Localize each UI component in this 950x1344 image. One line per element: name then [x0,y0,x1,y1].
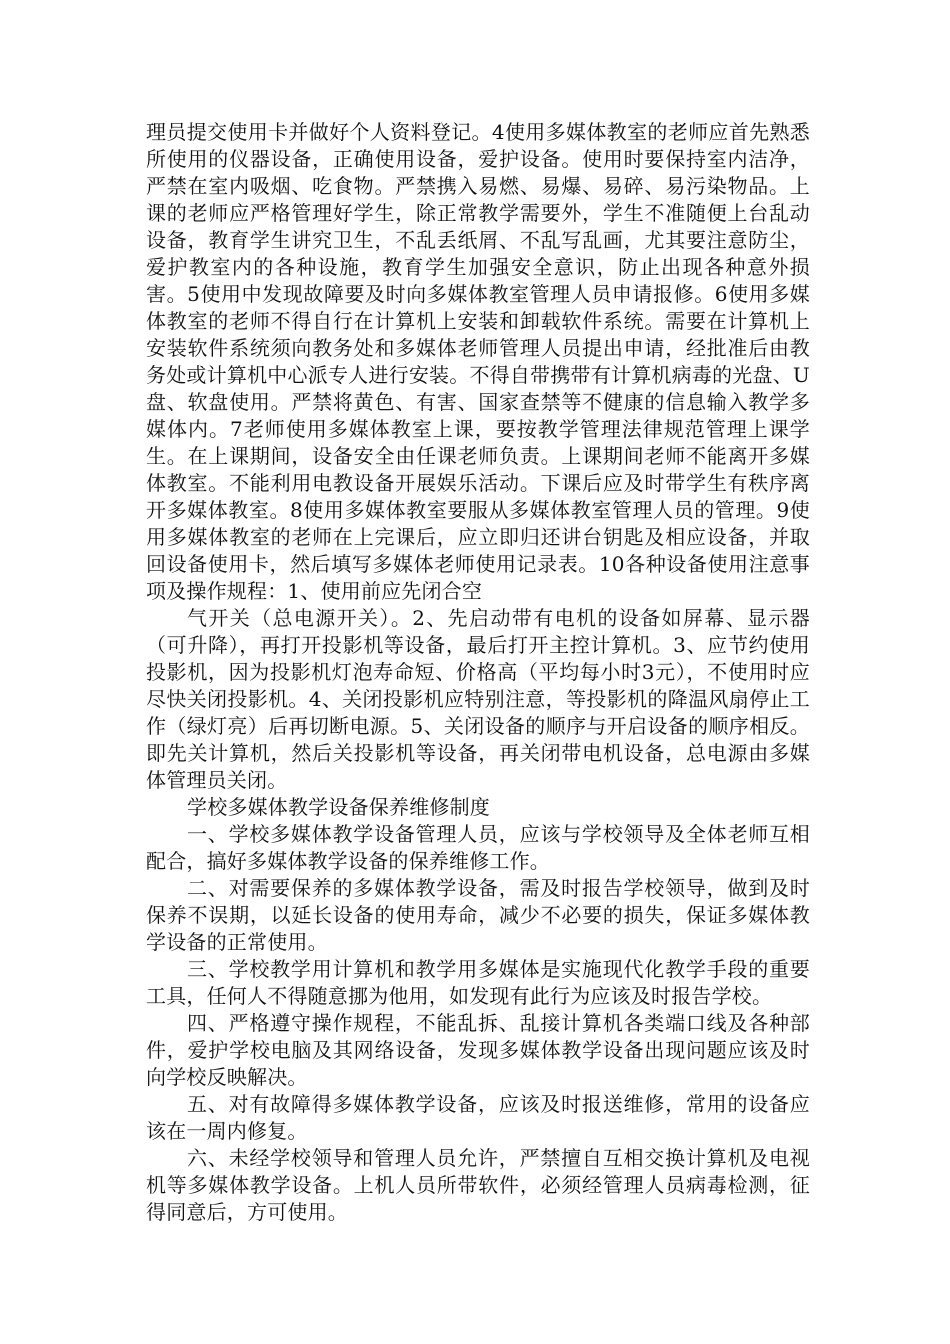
rule-paragraph-6: 六、未经学校领导和管理人员允许，严禁擅自互相交换计算机及电视机等多媒体教学设备。上机人员所带软件，必须经管理人员病毒检测，征得同意后，方可使用。 [146,1146,810,1224]
body-paragraph-2: 气开关（总电源开关）。2、先启动带有电机的设备如屏幕、显示器（可升降），再打开投影机等设备，最后打开主控计算机。3、应节约使用投影机，因为投影机灯泡寿命短、价格高（平均每小时3元），不使用时应尽快关闭投影机。4、关闭投影机应特别注意，等投影机的降温风扇停止工作（绿灯亮）后再切断电源。5、关闭设备的顺序与开启设备的顺序相反。即先关计算机，然后关投影机等设备，再关闭带电机设备，总电源由多媒体管理员关闭。 [146,606,810,792]
document-page [146,119,810,1226]
rule-paragraph-4: 四、严格遵守操作规程，不能乱拆、乱接计算机各类端口线及各种部件，爱护学校电脑及其网络设备，发现多媒体教学设备出现问题应该及时向学校反映解决。 [146,1011,810,1089]
body-paragraph-1: 理员提交使用卡并做好个人资料登记。4使用多媒体教室的老师应首先熟悉所使用的仪器设备，正确使用设备，爱护设备。使用时要保持室内洁净，严禁在室内吸烟、吃食物。严禁携入易燃、易爆、易碎、易污染物品。上课的老师应严格管理好学生，除正常教学需要外，学生不准随便上台乱动设备，教育学生讲究卫生，不乱丢纸屑、不乱写乱画，尤其要注意防尘，爱护教室内的各种设施，教育学生加强安全意识，防止出现各种意外损害。5使用中发现故障要及时向多媒体教室管理人员申请报修。6使用多媒体教室的老师不得自行在计算机上安装和卸载软件系统。需要在计算机上安装软件系统须向教务处和多媒体老师管理人员提出申请，经批准后由教务处或计算机中心派专人进行安装。不得自带携带有计算机病毒的光盘、U盘、软盘使用。严禁将黄色、有害、国家查禁等不健康的信息输入教学多媒体内。7老师使用多媒体教室上课，要按教学管理法律规范管理上课学生。在上课期间，设备安全由任课老师负责。上课期间老师不能离开多媒体教室。不能利用电教设备开展娱乐活动。下课后应及时带学生有秩序离开多媒体教室。8使用多媒体教室要服从多媒体教室管理人员的管理。9使用多媒体教室的老师在上完课后，应立即归还讲台钥匙及相应设备，并取回设备使用卡，然后填写多媒体老师使用记录表。10各种设备使用注意事项及操作规程：1、使用前应先闭合空 [146,120,810,603]
rule-paragraph-2: 二、对需要保养的多媒体教学设备，需及时报告学校领导，做到及时保养不误期，以延长设备的使用寿命，减少不必要的损失，保证多媒体教学设备的正常使用。 [146,876,810,954]
rule-paragraph-5: 五、对有故障得多媒体教学设备，应该及时报送维修，常用的设备应该在一周内修复。 [146,1092,810,1143]
rule-paragraph-1: 一、学校多媒体教学设备管理人员，应该与学校领导及全体老师互相配合，搞好多媒体教学设备的保养维修工作。 [146,822,810,873]
section-title: 学校多媒体教学设备保养维修制度 [187,795,490,819]
rule-paragraph-3: 三、学校教学用计算机和教学用多媒体是实施现代化教学手段的重要工具，任何人不得随意挪为他用，如发现有此行为应该及时报告学校。 [146,957,810,1008]
